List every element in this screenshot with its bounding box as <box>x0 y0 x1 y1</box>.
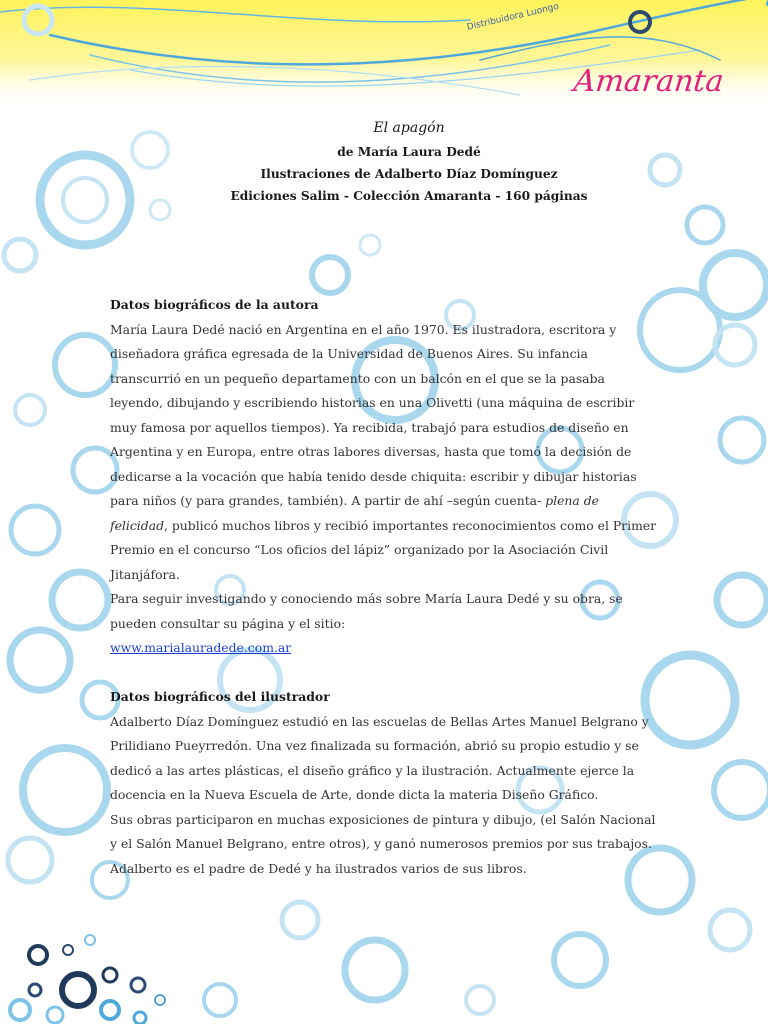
author-website-paragraph: Para seguir investigando y conociendo más sobre María Laura Dedé y su obra, se pueden consultar su página y el sitio: <box>110 591 623 631</box>
publisher-line: Ediciones Salim - Colección Amaranta - 160 páginas <box>230 189 588 203</box>
author-website-link[interactable]: www.marialauradede.com.ar <box>110 640 292 655</box>
author-bio-paragraph <box>110 318 660 588</box>
book-info <box>0 120 768 211</box>
section-spacer <box>110 661 660 686</box>
author-section-heading: Datos biográficos de la autora <box>110 297 319 312</box>
bottom-left-ring-cluster <box>10 935 165 1024</box>
illustrator-bio-paragraph-3: Adalberto es el padre de Dedé y ha ilustrados varios de sus libros. <box>110 860 527 876</box>
brand-logo: Amaranta <box>572 64 726 99</box>
author-bio-emphasis: plena de felicidad <box>110 493 600 533</box>
author-bio-text-2: , publicó muchos libros y recibió importantes reconocimientos como el Primer Premio en el concurso “Los oficios del lápiz” organizado por la Asociación Civil Jitanjáfora. <box>110 517 657 582</box>
illustrator-bio-paragraph-1: Adalberto Díaz Domínguez estudió en las escuelas de Bellas Artes Manuel Belgrano y Prilidiano Pueyrredón. Una vez finalizada su formación, abrió su propio estudio y se dedicó a las artes plásticas, el diseño gráfico y la ilustración. Actualmente ejerce la docencia en la Nueva Escuela de Arte, donde dicta la materia Diseño Gráfico. <box>110 713 649 802</box>
book-title: El apagón <box>373 120 445 136</box>
illustrator-line: Ilustraciones de Adalberto Díaz Domínguez <box>260 167 558 181</box>
distributor-label: Distribuidora Luongo <box>466 1 560 33</box>
document-body <box>110 293 660 881</box>
author-line: de María Laura Dedé <box>337 145 481 159</box>
illustrator-bio-paragraph-2: Sus obras participaron en muchas exposiciones de pintura y dibujo, (el Salón Nacional y el Salón Manuel Belgrano, entre otros), y ganó numerosos premios por sus trabajos. <box>110 811 656 851</box>
author-bio-text-1: María Laura Dedé nació en Argentina en el año 1970. Es ilustradora, escritora y diseñadora gráfica egresada de la Universidad de Buenos Aires. Su infancia transcurrió en un pequeño departamento con un balcón en el que se la pasaba leyendo, dibujando y escribiendo historias en una Olivetti (una máquina de escribir muy famosa por aquellos tiempos). Ya recibida, trabajó para estudios de diseño en Argentina y en Europa, entre otras labores diversas, hasta que tomó la decisión de dedicarse a la vocación que había tenido desde chiquita: escribir y dibujar historias para niños (y para grandes, también). A partir de ahí –según cuenta- <box>110 321 637 508</box>
illustrator-section-heading: Datos biográficos del ilustrador <box>110 689 330 704</box>
